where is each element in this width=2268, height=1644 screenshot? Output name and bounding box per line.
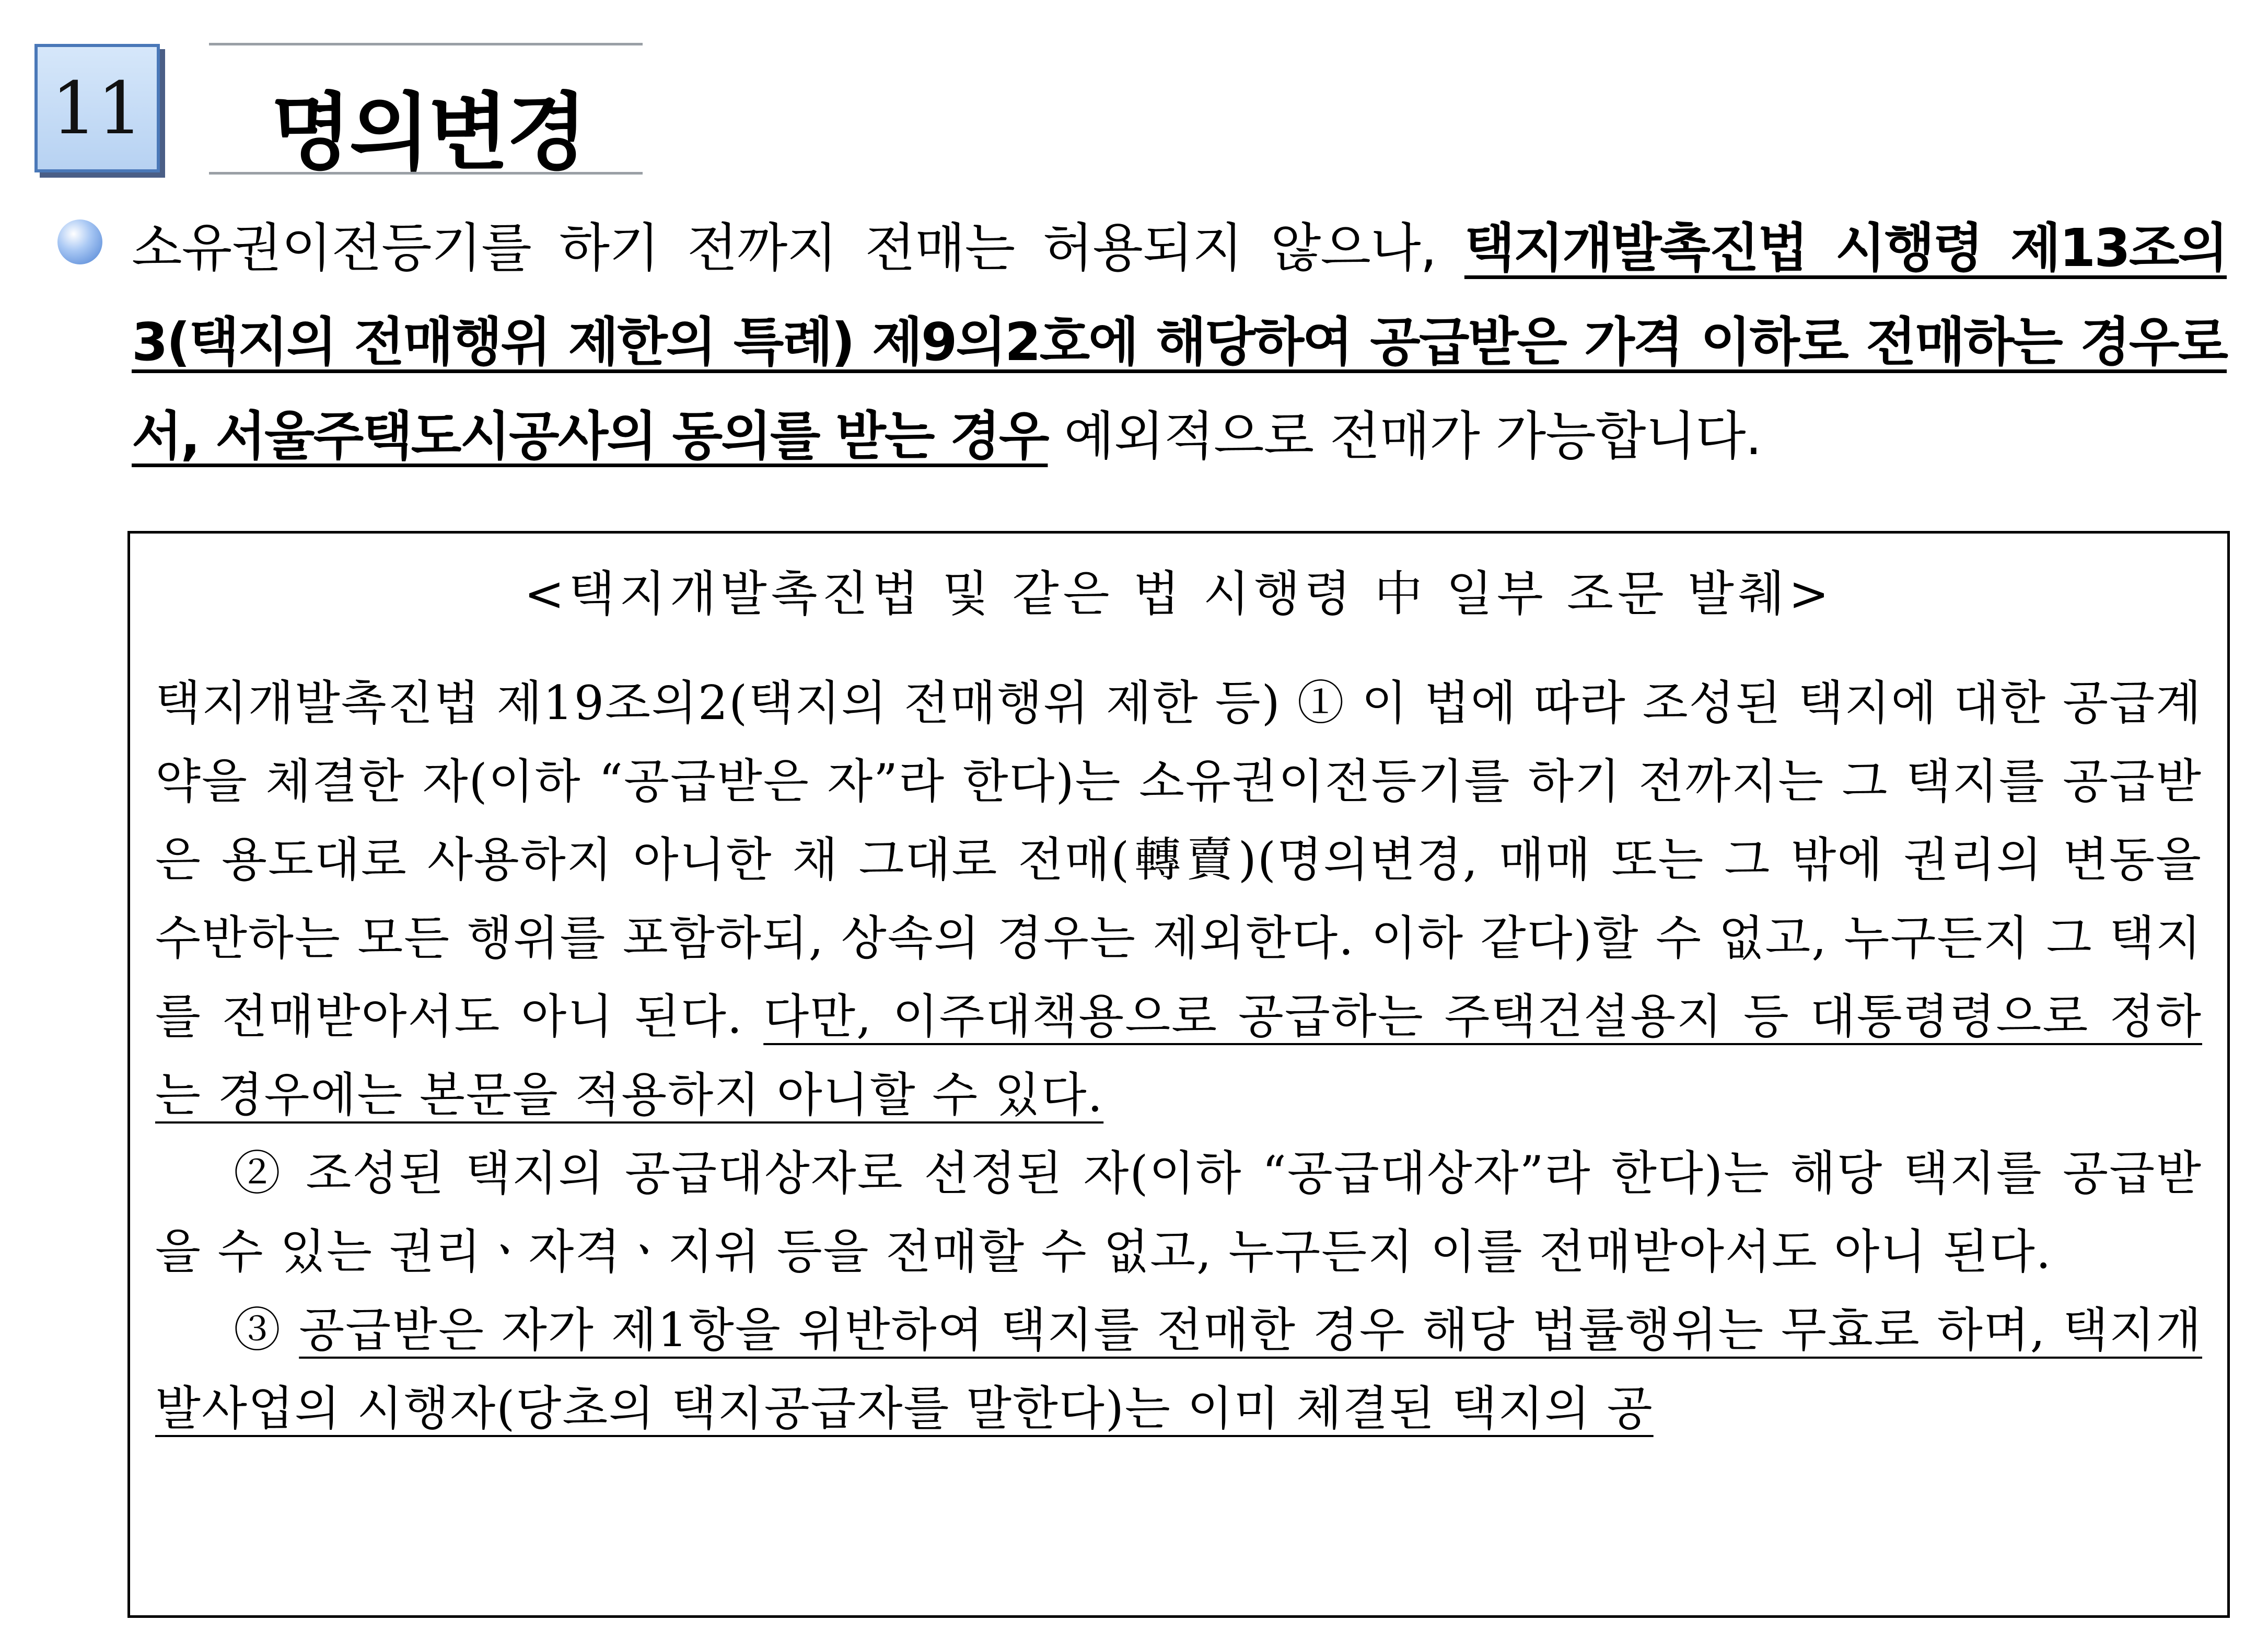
law-box-heading: <택지개발촉진법 및 같은 법 시행령 中 일부 조문 발췌> — [524, 566, 1833, 622]
law-paragraph-3 — [155, 1291, 2202, 1448]
law-paragraph-1-text: 택지개발촉진법 제19조의2(택지의 전매행위 제한 등) ① 이 법에 따라 조성된 택지에 대한 공급계약을 체결한 자(이하 “공급받은 자”라 한다)는 소유권이전등기를 하기 전까지는 그 택지를 공급받은 용도대로 사용하지 아니한 채 그대로 전매(轉賣)(명의변경, 매매 또는 그 밖에 권리의 변동을 수반하는 모든 행위를 포함하되, 상속의 경우는 제외한다. 이하 같다)할 수 없고, 누구든지 그 택지를 전매받아서도 아니 된다. — [155, 676, 2202, 1044]
intro-paragraph — [132, 201, 2227, 483]
bullet-icon — [57, 219, 102, 264]
law-paragraph-3-underlined: 공급받은 자가 제1항을 위반하여 택지를 전매한 경우 해당 법률행위는 무효로 하며, 택지개발사업의 시행자(당초의 택지공급자를 말한다)는 이미 체결된 택지의 공 — [155, 1303, 2203, 1436]
law-box-body — [155, 664, 2202, 1448]
page-title: 명의변경 — [271, 84, 586, 181]
law-paragraph-1 — [155, 664, 2202, 1134]
section-number: 11 — [51, 66, 143, 150]
law-paragraph-1-underlined: 다만, 이주대책용으로 공급하는 주택건설용지 등 대통령령으로 정하는 경우에는 본문을 적용하지 아니할 수 있다. — [155, 989, 2202, 1122]
intro-text-end: 예외적으로 전매가 가능합니다. — [1048, 406, 1762, 467]
title-frame — [209, 43, 643, 181]
section-number-badge — [34, 44, 160, 172]
law-paragraph-3-prefix: ③ — [234, 1303, 299, 1358]
law-excerpt-box — [127, 531, 2230, 1618]
intro-emphasis: 택지개발촉진법 시행령 제13조의3(택지의 전매행위 제한의 특례) 제9의2호에 해당하여 공급받은 가격 이하로 전매하는 경우로서, 서울주택도시공사의 동의를 받는 경우 — [132, 217, 2227, 467]
law-paragraph-2: ② 조성된 택지의 공급대상자로 선정된 자(이하 “공급대상자”라 한다)는 해당 택지를 공급받을 수 있는 권리ㆍ자격ㆍ지위 등을 전매할 수 없고, 누구든지 이를 전매받아서도 아니 된다. — [155, 1146, 2202, 1279]
intro-text-start: 소유권이전등기를 하기 전까지 전매는 허용되지 않으나, — [132, 217, 1464, 279]
